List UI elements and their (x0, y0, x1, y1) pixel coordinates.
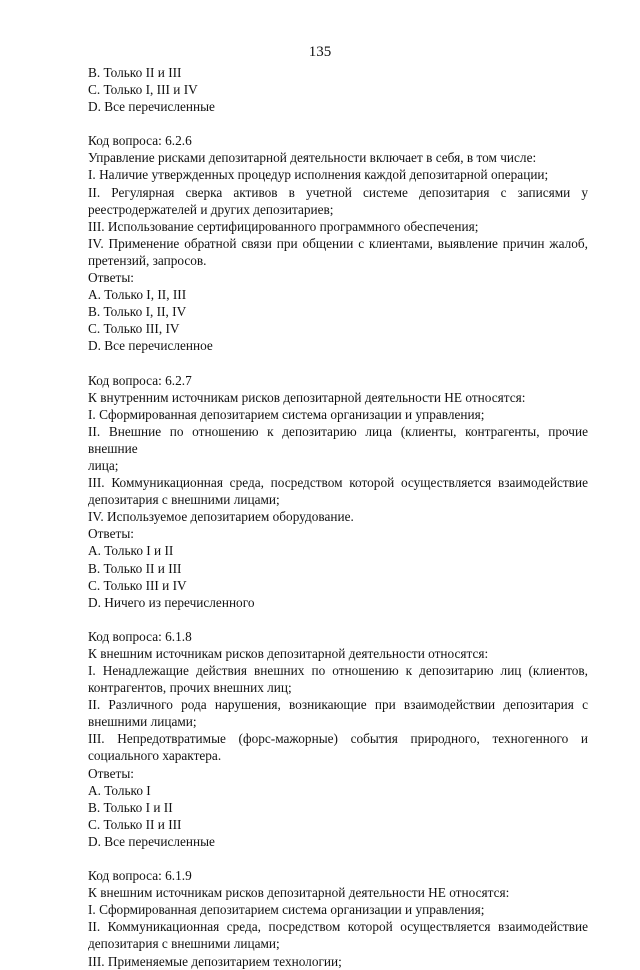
question-line: C. Только II и III (88, 816, 182, 832)
question-line: депозитария с внешними лицами; (88, 936, 280, 952)
answer-line: D. Все перечисленные (88, 99, 215, 115)
question-line: D. Все перечисленное (88, 338, 213, 354)
question-line: контрагентов, прочих внешних лиц; (88, 680, 292, 696)
question-block (88, 867, 588, 970)
question-line: D. Ничего из перечисленного (88, 594, 255, 610)
question-gap (88, 115, 588, 132)
question-line: Ответы: (88, 765, 134, 781)
question-line: депозитария с внешними лицами; (88, 492, 280, 508)
question-code: Код вопроса: 6.1.8 (88, 628, 192, 644)
question-line: I. Сформированная депозитарием система организации и управления; (88, 406, 485, 422)
question-line: A. Только I, II, III (88, 287, 187, 303)
question-line: реестродержателей и других депозитариев; (88, 201, 334, 217)
question-gap (88, 850, 588, 867)
question-line: C. Только III, IV (88, 321, 180, 337)
question-line: II. Различного рода нарушения, возникающие при взаимодействии депозитария с (88, 697, 588, 713)
question-line: I. Ненадлежащие действия внешних по отношению к депозитарию лиц (клиентов, (88, 663, 588, 678)
question-line: социального характера. (88, 748, 222, 764)
question-line: Ответы: (88, 526, 134, 542)
question-line: К внутренним источникам рисков депозитарной деятельности НЕ относятся: (88, 389, 526, 405)
question-line: Ответы: (88, 270, 134, 286)
question-line: внешними лицами; (88, 714, 197, 730)
question-line: II. Регулярная сверка активов в учетной системе депозитария с записями у (88, 184, 588, 200)
question-gap (88, 355, 588, 372)
question-line: B. Только II и III (88, 560, 182, 576)
answer-line: B. Только II и III (88, 65, 182, 80)
question-line: A. Только I и II (88, 543, 174, 559)
question-line: I. Наличие утвержденных процедур исполнения каждой депозитарной операции; (88, 167, 549, 183)
question-line: Управление рисками депозитарной деятельности включает в себя, в том числе: (88, 150, 537, 166)
question-line: IV. Используемое депозитарием оборудование. (88, 509, 354, 525)
question-line: II. Коммуникационная среда, посредством которой осуществляется взаимодействие (88, 919, 588, 935)
question-line: I. Сформированная депозитарием система организации и управления; (88, 902, 485, 918)
page-content (88, 64, 588, 970)
question-line: III. Использование сертифицированного программного обеспечения; (88, 218, 479, 234)
page-number: 135 (308, 44, 332, 60)
question-block (88, 372, 588, 611)
question-line: A. Только I (88, 782, 151, 798)
question-line: К внешним источникам рисков депозитарной деятельности относятся: (88, 645, 489, 661)
question-line: IV. Применение обратной связи при общении с клиентами, выявление причин жалоб, (88, 235, 588, 251)
questions-list (88, 115, 588, 969)
question-line: D. Все перечисленные (88, 833, 215, 849)
question-gap (88, 611, 588, 628)
intro-answers (88, 64, 588, 115)
question-line: C. Только III и IV (88, 577, 187, 593)
question-line: лица; (88, 457, 119, 473)
question-block (88, 132, 588, 354)
question-line: B. Только I, II, IV (88, 304, 187, 320)
question-line: III. Применяемые депозитарием технологии; (88, 953, 342, 969)
question-code: Код вопроса: 6.1.9 (88, 868, 192, 884)
question-line: III. Непредотвратимые (форс-мажорные) события природного, техногенного и (88, 731, 588, 747)
question-code: Код вопроса: 6.2.7 (88, 372, 192, 388)
question-code: Код вопроса: 6.2.6 (88, 133, 192, 149)
question-block (88, 628, 588, 850)
question-line: III. Коммуникационная среда, посредством которой осуществляется взаимодействие (88, 475, 589, 491)
question-line: II. Внешние по отношению к депозитарию лица (клиенты, контрагенты, прочие внешние (88, 423, 588, 456)
answer-line: C. Только I, III и IV (88, 82, 198, 98)
question-line: B. Только I и II (88, 799, 173, 815)
question-line: К внешним источникам рисков депозитарной деятельности НЕ относятся: (88, 885, 510, 901)
question-line: претензий, запросов. (88, 252, 207, 268)
